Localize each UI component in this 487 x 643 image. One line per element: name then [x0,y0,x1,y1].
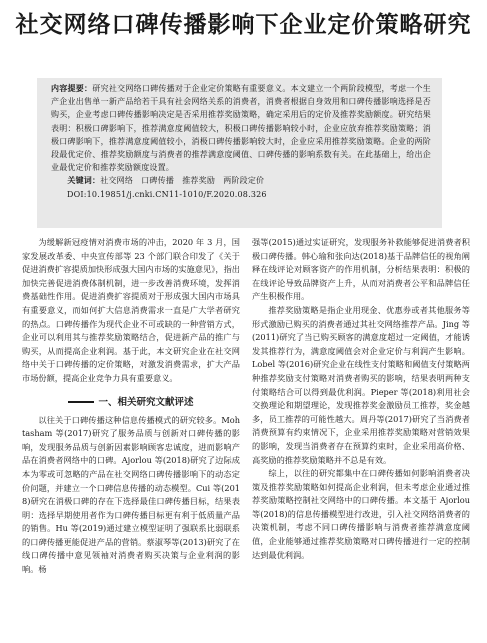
abstract-box [37,78,442,228]
keywords-label: 关键词： [67,175,101,186]
right-column [252,236,470,562]
review-paragraph: 以往关于口碑传播这种信息传播模式的研究较多。Mohtasham 等(2017)研究了服务品质与创新对口碑传播的影响，发现服务品质与创新因素影响顾客忠诚度，进而影响产品在消费者网络中的口碑。Ajorlou 等(2018)研究了边际成本为零或可忽略的产品在社交网络口碑传播影响下的动态定价问题，并建立一个口碑信息传播的动态模型。Cui 等(2018)研究在消极口碑的存在下选择最佳口碑传播目标，结果表明：选择早期使用者作为口碑传播目标更有利于低质量产品的销售。Hu 等(2019)通过建立模型证明了强联系比弱联系的口碑传播更能促进产品的营销。蔡淑琴等(2013)研究了在线口碑传播中意见领袖对消费者购买决策与企业利润的影响。杨 [22,414,240,575]
left-column [22,236,240,577]
abstract-body: 研究社交网络口碑传播对于企业定价策略有重要意义。本文建立一个两阶段模型，考虑一个生产企业出售单一新产品给若干具有社会网络关系的消费者，消费者根据自身效用和口碑传播影响选择是否购买，企业考虑口碑传播影响决定是否采用推荐奖励策略，确定采用后的定价及推荐奖励额度。研究结果表明：积极口碑影响下，推荐满意度阈值较大，积极口碑传播影响较小时，企业应放弃推荐奖励策略；消极口碑影响下，推荐满意度阈值较小，消极口碑传播影响较大时，企业应采用推荐奖励策略。企业的两阶段最优定价、推荐奖励额度与消费者的推荐满意度阈值、口碑传播的影响系数有关。在此基础上，给出企业最优定价和推荐奖励额度设置。 [51,84,431,173]
keywords-line [51,174,431,187]
keywords-text: 社交网络 口碑传播 推荐奖励 两阶段定价 [100,176,265,186]
body-paragraph: 强等(2015)通过实证研究，发现服务补救能够促进消费者积极口碑传播。韩心瑜和张向达(2018)基于品牌信任的视角阐释在线评论对顾客资产的作用机制，分析结果表明：积极的在线评论导致品牌资产上升，从而对消费者公平和品牌信任产生积极作用。 [252,237,470,302]
intro-paragraph: 为缓解新冠疫情对消费市场的冲击，2020 年 3 月，国家发展改革委、中央宣传部等 23 个部门联合印发了《关于促进消费扩容提质加快形成强大国内市场的实施意见》，指出加快完善促进消费体制机制，进一步改善消费环境，发挥消费基础性作用。促进消费扩容提质对于形成强大国内市场具有重要意义，而如何扩大信息消费需求一直是广大学者研究的热点。口碑传播作为现代企业不可或缺的一种营销方式，企业可以利用其与推荐奖励策略结合，促进新产品的推广与购买，从而提高企业利润。基于此，本文研究企业在社交网络中关于口碑传播的定价策略，对激发消费需求，扩大产品市场份额，提高企业竞争力具有重要意义。 [22,237,240,383]
section-title: 一、相关研究文献评述 [98,396,194,408]
abstract-label: 内容提要： [51,83,93,93]
body-paragraph: 推荐奖励策略是指企业用现金、优惠券或者其他服务等形式激励已购买的消费者通过其社交网络推荐产品。Jing 等(2011)研究了当已购买顾客的满意度超过一定阈值，才能诱发其推荐行为，满意度阈值会对企业定价与利润产生影响。Lobel 等(2016)研究企业在线性支付策略和阈值支付策略两种推荐奖励支付策略对消费者购买的影响，结果表明两种支付策略结合可以得到最优利润。Pieper 等(2018)利用社会交换理论和期望理论，发现推荐奖金激励员工推荐，奖金越多，员工推荐的可能性越大。周丹等(2017)研究了当消费者消费预算有约束情况下，企业采用推荐奖励策略对营销效果的影响，发现当消费者存在预算约束时，企业采用高价格、高奖励的推荐奖励策略并不总是有效。 [252,304,470,465]
body-paragraph: 综上，以往的研究都集中在口碑传播如何影响消费者决策及推荐奖励策略如何提高企业利润，但未考虑企业通过推荐奖励策略控制社交网络中的口碑传播。本文基于 Ajorlou 等(2018)的信息传播模型进行改进，引入社交网络消费者的决策机制，考虑不同口碑传播影响与消费者推荐满意度阈值，企业能够通过推荐奖励策略对口碑传播进行一定的控制达到最优利润。 [252,468,470,560]
doi-text: DOI:10.19851/j.cnki.CN11-1010/F.2020.08.326 [67,189,267,199]
article-title: 社交网络口碑传播影响下企业定价策略研究 [15,12,472,38]
abstract-text-block [51,82,431,201]
heading-rule [68,401,94,403]
section-heading [22,396,240,410]
